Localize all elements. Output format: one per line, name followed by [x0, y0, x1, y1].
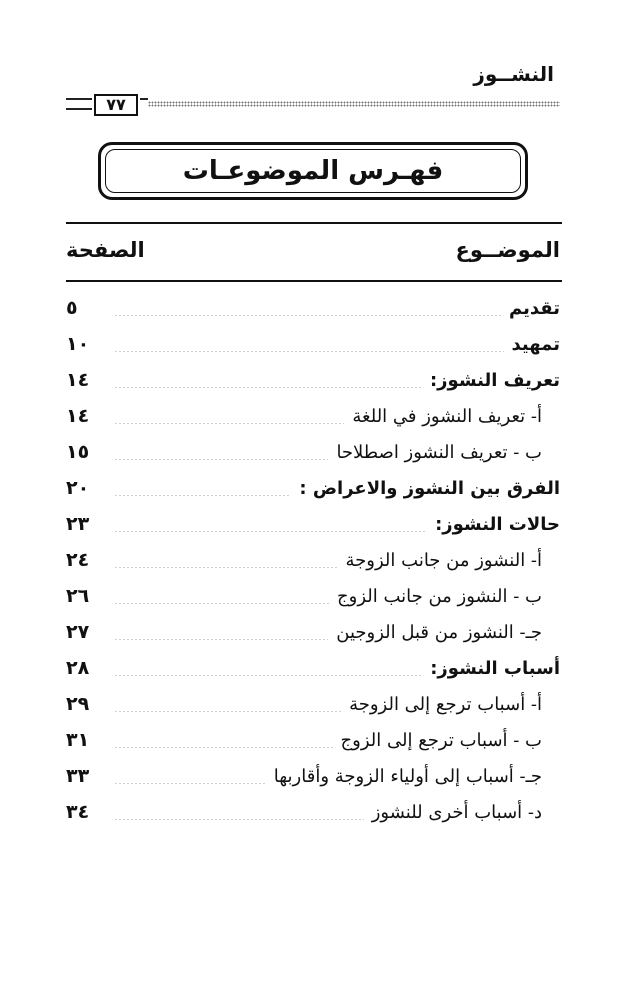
- toc-entry-page: ١٤: [66, 369, 90, 391]
- toc-entry: [66, 758, 560, 794]
- toc-entry-title: تقديم: [509, 297, 560, 319]
- toc-entry: [66, 650, 560, 686]
- dot-leader: [114, 459, 328, 460]
- dot-leader: [114, 567, 338, 568]
- dot-leader: [114, 783, 266, 784]
- toc-entry: [66, 722, 560, 758]
- running-head: النشــوز: [473, 62, 554, 86]
- toc-entry-title: تمهيد: [511, 333, 560, 355]
- toc-entry: [66, 434, 560, 470]
- toc-entry: [66, 506, 560, 542]
- toc-entry-page: ٢٣: [66, 513, 90, 535]
- column-header-page: الصفحة: [66, 238, 145, 262]
- toc-entry-page: ٢٧: [66, 621, 90, 643]
- page-title: فهـرس الموضوعـات: [182, 156, 444, 186]
- dot-leader: [114, 747, 333, 748]
- dot-leader: [114, 387, 422, 388]
- toc-entry: [66, 686, 560, 722]
- dot-leader: [114, 819, 364, 820]
- toc-entry-page: ٥: [66, 297, 78, 319]
- toc-entry-title: الفرق بين النشوز والاعراض :: [299, 477, 560, 499]
- toc-entry-page: ٣٤: [66, 801, 90, 823]
- toc-entry-page: ١٤: [66, 405, 90, 427]
- toc-entry-title: أ- النشوز من جانب الزوجة: [345, 549, 542, 571]
- toc-entry-title: أ- تعريف النشوز في اللغة: [352, 405, 542, 427]
- toc-entry: [66, 326, 560, 362]
- toc-entry-page: ١٠: [66, 333, 90, 355]
- rule-line-left-bottom: [66, 108, 92, 110]
- toc-entry: [66, 578, 560, 614]
- toc-entry-title: حالات النشوز:: [435, 513, 560, 535]
- column-header-topic: الموضــوع: [455, 238, 560, 262]
- toc-entry-page: ٢٠: [66, 477, 90, 499]
- toc-list: [66, 290, 560, 830]
- toc-entry-title: ب - النشوز من جانب الزوج: [337, 585, 542, 607]
- toc-entry: [66, 794, 560, 830]
- toc-entry-page: ٢٦: [66, 585, 90, 607]
- rule-dotted-band: [148, 101, 560, 107]
- dot-leader: [114, 315, 501, 316]
- toc-entry-title: د- أسباب أخرى للنشوز: [371, 801, 542, 823]
- toc-entry: [66, 362, 560, 398]
- dot-leader: [114, 639, 328, 640]
- toc-entry-page: ٢٩: [66, 693, 90, 715]
- header-rule: [66, 94, 560, 116]
- page-number: ٧٧: [94, 94, 138, 116]
- toc-entry-page: ٢٤: [66, 549, 90, 571]
- toc-entry-title: جـ- النشوز من قبل الزوجين: [336, 621, 542, 643]
- rule-line-mid-top: [140, 98, 148, 100]
- toc-entry-title: أسباب النشوز:: [430, 657, 560, 679]
- dot-leader: [114, 531, 427, 532]
- toc-entry: [66, 470, 560, 506]
- toc-entry: [66, 542, 560, 578]
- toc-entry-page: ٣١: [66, 729, 90, 751]
- toc-entry-title: ب - أسباب ترجع إلى الزوج: [340, 729, 542, 751]
- title-frame: [98, 142, 528, 200]
- toc-entry: [66, 398, 560, 434]
- dot-leader: [114, 711, 341, 712]
- rule-line-left-top: [66, 98, 92, 100]
- dot-leader: [114, 495, 291, 496]
- toc-entry-title: ب - تعريف النشوز اصطلاحا: [336, 441, 542, 463]
- toc-entry-page: ٣٣: [66, 765, 90, 787]
- toc-entry-page: ١٥: [66, 441, 90, 463]
- toc-entry-title: تعريف النشوز:: [429, 369, 560, 391]
- toc-entry-title: أ- أسباب ترجع إلى الزوجة: [349, 693, 542, 715]
- toc-entry: [66, 614, 560, 650]
- dot-leader: [114, 351, 504, 352]
- dot-leader: [114, 675, 422, 676]
- toc-entry-title: جـ- أسباب إلى أولياء الزوجة وأقاربها: [273, 765, 542, 787]
- toc-entry: [66, 290, 560, 326]
- toc-entry-page: ٢٨: [66, 657, 90, 679]
- dot-leader: [114, 423, 344, 424]
- rule-below-headers: [66, 280, 562, 282]
- rule-above-headers: [66, 222, 562, 224]
- dot-leader: [114, 603, 329, 604]
